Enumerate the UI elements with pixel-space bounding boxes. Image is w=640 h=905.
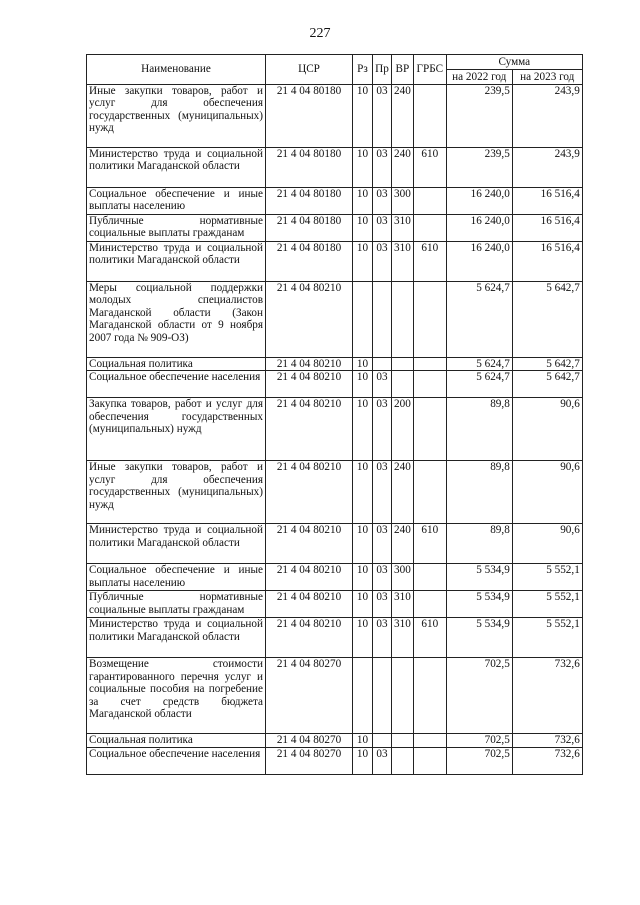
header-2023: на 2023 год bbox=[512, 70, 582, 85]
row-rz: 10 bbox=[353, 591, 373, 618]
row-vr: 240 bbox=[392, 85, 414, 148]
table-row bbox=[87, 734, 583, 747]
row-grbs: 610 bbox=[413, 242, 446, 282]
table-row bbox=[87, 591, 583, 618]
row-sum-2023: 16 516,4 bbox=[512, 242, 582, 282]
row-rz: 10 bbox=[353, 398, 373, 461]
header-grbs: ГРБС bbox=[413, 55, 446, 85]
row-sum-2022: 702,5 bbox=[446, 747, 512, 774]
row-grbs: 610 bbox=[413, 148, 446, 188]
row-vr: 310 bbox=[392, 618, 414, 658]
row-pr: 03 bbox=[373, 747, 392, 774]
row-sum-2023: 5 642,7 bbox=[512, 282, 582, 358]
row-sum-2022: 5 624,7 bbox=[446, 371, 512, 398]
row-grbs bbox=[413, 358, 446, 371]
row-name: Иные закупки товаров, работ и услуг для обеспечения государственных (муниципальных) нужд bbox=[87, 85, 266, 148]
row-sum-2022: 239,5 bbox=[446, 148, 512, 188]
row-pr: 03 bbox=[373, 85, 392, 148]
row-rz bbox=[353, 658, 373, 734]
header-name: Наименование bbox=[87, 55, 266, 85]
row-rz: 10 bbox=[353, 188, 373, 215]
row-rz: 10 bbox=[353, 564, 373, 591]
row-csr: 21 4 04 80270 bbox=[266, 747, 353, 774]
row-sum-2022: 16 240,0 bbox=[446, 215, 512, 242]
row-vr: 240 bbox=[392, 461, 414, 524]
row-pr: 03 bbox=[373, 188, 392, 215]
row-pr: 03 bbox=[373, 398, 392, 461]
row-grbs bbox=[413, 282, 446, 358]
row-grbs bbox=[413, 188, 446, 215]
row-sum-2023: 90,6 bbox=[512, 398, 582, 461]
row-csr: 21 4 04 80210 bbox=[266, 591, 353, 618]
row-csr: 21 4 04 80210 bbox=[266, 564, 353, 591]
row-sum-2022: 5 534,9 bbox=[446, 564, 512, 591]
row-pr: 03 bbox=[373, 591, 392, 618]
row-rz bbox=[353, 282, 373, 358]
row-sum-2023: 732,6 bbox=[512, 734, 582, 747]
row-grbs: 610 bbox=[413, 618, 446, 658]
row-name: Возмещение стоимости гарантированного перечня услуг и социальные пособия на погребение за счет средств бюджета Магаданской области bbox=[87, 658, 266, 734]
row-rz: 10 bbox=[353, 461, 373, 524]
row-csr: 21 4 04 80180 bbox=[266, 85, 353, 148]
row-rz: 10 bbox=[353, 215, 373, 242]
row-sum-2023: 732,6 bbox=[512, 747, 582, 774]
row-name: Министерство труда и социальной политики Магаданской области bbox=[87, 148, 266, 188]
row-sum-2023: 732,6 bbox=[512, 658, 582, 734]
row-rz: 10 bbox=[353, 85, 373, 148]
row-csr: 21 4 04 80210 bbox=[266, 524, 353, 564]
header-rz: Рз bbox=[353, 55, 373, 85]
row-rz: 10 bbox=[353, 734, 373, 747]
row-grbs bbox=[413, 215, 446, 242]
row-grbs bbox=[413, 85, 446, 148]
header-sum: Сумма bbox=[446, 55, 582, 70]
row-name: Меры социальной поддержки молодых специалистов Магаданской области (Закон Магаданской области от 9 ноября 2007 года № 909-ОЗ) bbox=[87, 282, 266, 358]
row-csr: 21 4 04 80180 bbox=[266, 215, 353, 242]
row-grbs bbox=[413, 591, 446, 618]
row-name: Закупка товаров, работ и услуг для обеспечения государственных (муниципальных) нужд bbox=[87, 398, 266, 461]
table-row bbox=[87, 85, 583, 148]
row-sum-2022: 5 534,9 bbox=[446, 591, 512, 618]
row-grbs bbox=[413, 734, 446, 747]
table-row bbox=[87, 524, 583, 564]
row-csr: 21 4 04 80270 bbox=[266, 734, 353, 747]
table-row bbox=[87, 564, 583, 591]
row-vr bbox=[392, 358, 414, 371]
row-pr: 03 bbox=[373, 371, 392, 398]
row-name: Социальное обеспечение и иные выплаты населению bbox=[87, 188, 266, 215]
row-pr bbox=[373, 282, 392, 358]
row-vr bbox=[392, 282, 414, 358]
row-name: Министерство труда и социальной политики Магаданской области bbox=[87, 618, 266, 658]
row-grbs bbox=[413, 658, 446, 734]
row-pr bbox=[373, 358, 392, 371]
row-sum-2023: 5 642,7 bbox=[512, 371, 582, 398]
row-name: Публичные нормативные социальные выплаты гражданам bbox=[87, 215, 266, 242]
table-row bbox=[87, 658, 583, 734]
row-sum-2022: 89,8 bbox=[446, 461, 512, 524]
row-grbs: 610 bbox=[413, 524, 446, 564]
row-csr: 21 4 04 80210 bbox=[266, 618, 353, 658]
header-vr: ВР bbox=[392, 55, 414, 85]
row-grbs bbox=[413, 461, 446, 524]
row-name: Публичные нормативные социальные выплаты гражданам bbox=[87, 591, 266, 618]
row-vr bbox=[392, 371, 414, 398]
row-sum-2022: 89,8 bbox=[446, 524, 512, 564]
row-sum-2023: 16 516,4 bbox=[512, 215, 582, 242]
table-row bbox=[87, 148, 583, 188]
row-pr: 03 bbox=[373, 461, 392, 524]
table-row bbox=[87, 282, 583, 358]
row-sum-2022: 239,5 bbox=[446, 85, 512, 148]
row-sum-2022: 16 240,0 bbox=[446, 188, 512, 215]
table-row bbox=[87, 747, 583, 774]
row-rz: 10 bbox=[353, 524, 373, 564]
row-pr bbox=[373, 658, 392, 734]
row-grbs bbox=[413, 747, 446, 774]
table-row bbox=[87, 461, 583, 524]
row-grbs bbox=[413, 564, 446, 591]
row-name: Иные закупки товаров, работ и услуг для обеспечения государственных (муниципальных) нужд bbox=[87, 461, 266, 524]
row-vr: 300 bbox=[392, 564, 414, 591]
row-csr: 21 4 04 80210 bbox=[266, 358, 353, 371]
row-vr bbox=[392, 734, 414, 747]
row-name: Социальное обеспечение населения bbox=[87, 371, 266, 398]
row-name: Социальная политика bbox=[87, 734, 266, 747]
table-row bbox=[87, 398, 583, 461]
row-vr: 240 bbox=[392, 524, 414, 564]
row-rz: 10 bbox=[353, 148, 373, 188]
row-sum-2023: 16 516,4 bbox=[512, 188, 582, 215]
row-sum-2022: 5 624,7 bbox=[446, 358, 512, 371]
row-vr: 200 bbox=[392, 398, 414, 461]
row-sum-2023: 90,6 bbox=[512, 461, 582, 524]
row-pr: 03 bbox=[373, 148, 392, 188]
row-name: Социальное обеспечение населения bbox=[87, 747, 266, 774]
row-rz: 10 bbox=[353, 358, 373, 371]
row-sum-2022: 89,8 bbox=[446, 398, 512, 461]
row-csr: 21 4 04 80180 bbox=[266, 148, 353, 188]
row-rz: 10 bbox=[353, 747, 373, 774]
row-sum-2022: 16 240,0 bbox=[446, 242, 512, 282]
row-vr: 240 bbox=[392, 148, 414, 188]
row-vr: 310 bbox=[392, 215, 414, 242]
row-csr: 21 4 04 80270 bbox=[266, 658, 353, 734]
row-sum-2023: 5 552,1 bbox=[512, 564, 582, 591]
table-row bbox=[87, 242, 583, 282]
row-csr: 21 4 04 80210 bbox=[266, 398, 353, 461]
row-csr: 21 4 04 80180 bbox=[266, 242, 353, 282]
budget-table-body bbox=[87, 85, 583, 775]
row-vr bbox=[392, 747, 414, 774]
header-csr: ЦСР bbox=[266, 55, 353, 85]
row-sum-2023: 5 552,1 bbox=[512, 618, 582, 658]
row-pr: 03 bbox=[373, 242, 392, 282]
row-sum-2022: 5 534,9 bbox=[446, 618, 512, 658]
table-row bbox=[87, 358, 583, 371]
row-pr: 03 bbox=[373, 215, 392, 242]
row-name: Социальное обеспечение и иные выплаты населению bbox=[87, 564, 266, 591]
row-rz: 10 bbox=[353, 618, 373, 658]
row-rz: 10 bbox=[353, 242, 373, 282]
row-pr: 03 bbox=[373, 618, 392, 658]
row-vr: 310 bbox=[392, 591, 414, 618]
row-pr: 03 bbox=[373, 524, 392, 564]
row-csr: 21 4 04 80210 bbox=[266, 371, 353, 398]
row-csr: 21 4 04 80210 bbox=[266, 282, 353, 358]
row-name: Министерство труда и социальной политики Магаданской области bbox=[87, 242, 266, 282]
row-sum-2023: 5 642,7 bbox=[512, 358, 582, 371]
row-grbs bbox=[413, 371, 446, 398]
row-sum-2022: 702,5 bbox=[446, 658, 512, 734]
table-row bbox=[87, 371, 583, 398]
header-pr: Пр bbox=[373, 55, 392, 85]
row-sum-2022: 702,5 bbox=[446, 734, 512, 747]
row-pr bbox=[373, 734, 392, 747]
row-rz: 10 bbox=[353, 371, 373, 398]
row-sum-2023: 5 552,1 bbox=[512, 591, 582, 618]
header-2022: на 2022 год bbox=[446, 70, 512, 85]
row-vr: 310 bbox=[392, 242, 414, 282]
row-sum-2023: 243,9 bbox=[512, 85, 582, 148]
row-vr: 300 bbox=[392, 188, 414, 215]
row-name: Социальная политика bbox=[87, 358, 266, 371]
row-sum-2023: 90,6 bbox=[512, 524, 582, 564]
row-csr: 21 4 04 80180 bbox=[266, 188, 353, 215]
row-sum-2022: 5 624,7 bbox=[446, 282, 512, 358]
budget-table bbox=[86, 54, 583, 775]
row-name: Министерство труда и социальной политики Магаданской области bbox=[87, 524, 266, 564]
row-vr bbox=[392, 658, 414, 734]
row-grbs bbox=[413, 398, 446, 461]
row-sum-2023: 243,9 bbox=[512, 148, 582, 188]
table-row bbox=[87, 618, 583, 658]
row-csr: 21 4 04 80210 bbox=[266, 461, 353, 524]
table-row bbox=[87, 215, 583, 242]
table-row bbox=[87, 188, 583, 215]
row-pr: 03 bbox=[373, 564, 392, 591]
page-number: 227 bbox=[309, 26, 331, 41]
